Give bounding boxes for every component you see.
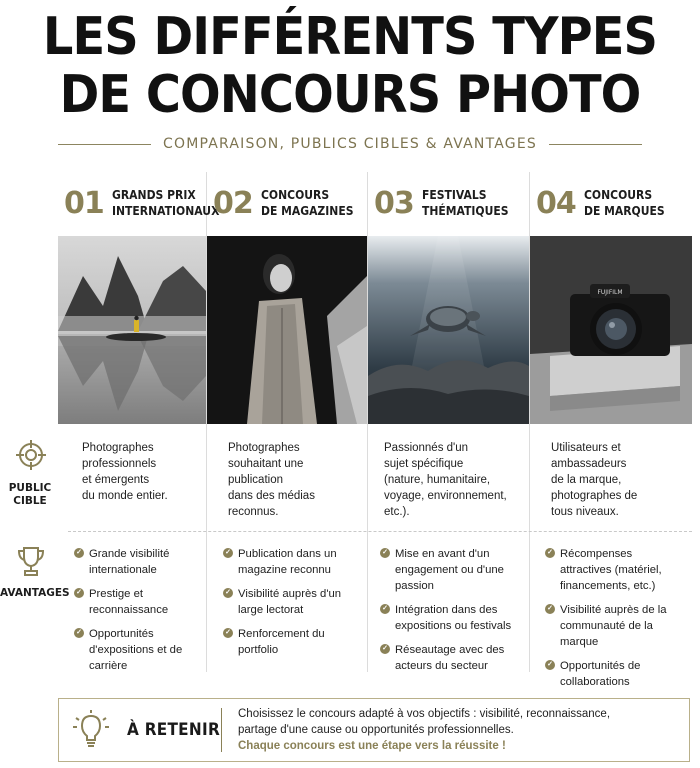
title-line-1: LES DIFFÉRENTS TYPES [42, 7, 658, 67]
column-header-1 [58, 172, 220, 234]
camera-photo [530, 236, 692, 424]
column-title: GRANDS PRIX INTERNATIONAUX [111, 188, 220, 218]
public-row-label: PUBLIC CIBLE [8, 482, 52, 507]
list-item: ✓ Récompenses attractives (matériel, financements, etc.) [545, 546, 685, 594]
column-title: FESTIVALS THÉMATIQUES [421, 188, 509, 218]
key-takeaway-highlight: Chaque concours est une étape vers la réussite ! [238, 740, 506, 752]
public-cell-1: Photographes professionnels et émergents du monde entier. [82, 442, 168, 502]
advantages-list-2 [223, 546, 361, 666]
key-takeaway-divider [221, 708, 222, 752]
list-item: ✓ Réseautage avec des acteurs du secteur [380, 642, 520, 674]
column-number: 02 [213, 185, 253, 221]
list-item: ✓ Intégration dans des expositions ou festivals [380, 602, 520, 634]
advantages-row-label: AVANTAGES [0, 587, 70, 599]
subtitle-row [58, 134, 642, 154]
mountain-lake-photo [58, 236, 206, 424]
list-item: ✓ Visibilité auprès de la communauté de la marque [545, 602, 685, 650]
advantages-list-4 [545, 546, 685, 698]
list-item: ✓ Renforcement du portfolio [223, 626, 361, 658]
advantages-list-1 [74, 546, 202, 682]
subtitle-rule-left [58, 144, 151, 145]
advantages-list-3 [380, 546, 520, 682]
turtle-underwater-photo [368, 236, 529, 424]
subtitle: COMPARAISON, PUBLICS CIBLES & AVANTAGES [163, 136, 537, 152]
list-item: ✓ Visibilité auprès d'un large lectorat [223, 586, 361, 618]
public-cell-4: Utilisateurs et ambassadeurs de la marque, photographes de tous niveaux. [551, 442, 638, 518]
column-number: 04 [536, 185, 576, 221]
list-item: ✓ Mise en avant d'un engagement ou d'une passion [380, 546, 520, 594]
column-header-2 [207, 172, 367, 234]
column-title: CONCOURS DE MARQUES [583, 188, 665, 218]
column-number: 01 [64, 185, 104, 221]
lightbulb-icon [73, 710, 109, 750]
camera-brand-text: FUJIFILM [597, 289, 623, 296]
list-item: ✓ Publication dans un magazine reconnu [223, 546, 361, 578]
key-takeaway-title: À RETENIR [127, 720, 221, 740]
subtitle-rule-right [549, 144, 642, 145]
key-takeaway-box [58, 698, 690, 762]
list-item: ✓ Opportunités d'expositions et de carrière [74, 626, 202, 674]
public-cell-2: Photographes souhaitant une publication dans des médias reconnus. [228, 442, 315, 518]
column-header-3 [368, 172, 529, 234]
column-number: 03 [374, 185, 414, 221]
public-cell-3: Passionnés d'un sujet spécifique (nature, humanitaire, voyage, environnement, etc.). [384, 442, 507, 518]
key-takeaway-text: Choisissez le concours adapté à vos objectifs : visibilité, reconnaissance, partage d'une cause ou opportunités professionnelles. Chaque concours est une étape vers la réussite ! [238, 706, 638, 754]
list-item: ✓ Opportunités de collaborations [545, 658, 685, 690]
portrait-photo [207, 236, 367, 424]
row-divider [68, 531, 692, 532]
comparison-grid [0, 172, 692, 688]
target-icon [14, 438, 48, 472]
title-line-2: DE CONCOURS PHOTO [59, 65, 641, 125]
list-item: ✓ Prestige et reconnaissance [74, 586, 202, 618]
page-title [28, 8, 672, 124]
column-title: CONCOURS DE MAGAZINES [260, 188, 354, 218]
column-header-4 [530, 172, 692, 234]
trophy-icon [14, 544, 48, 578]
list-item: ✓ Grande visibilité internationale [74, 546, 202, 578]
